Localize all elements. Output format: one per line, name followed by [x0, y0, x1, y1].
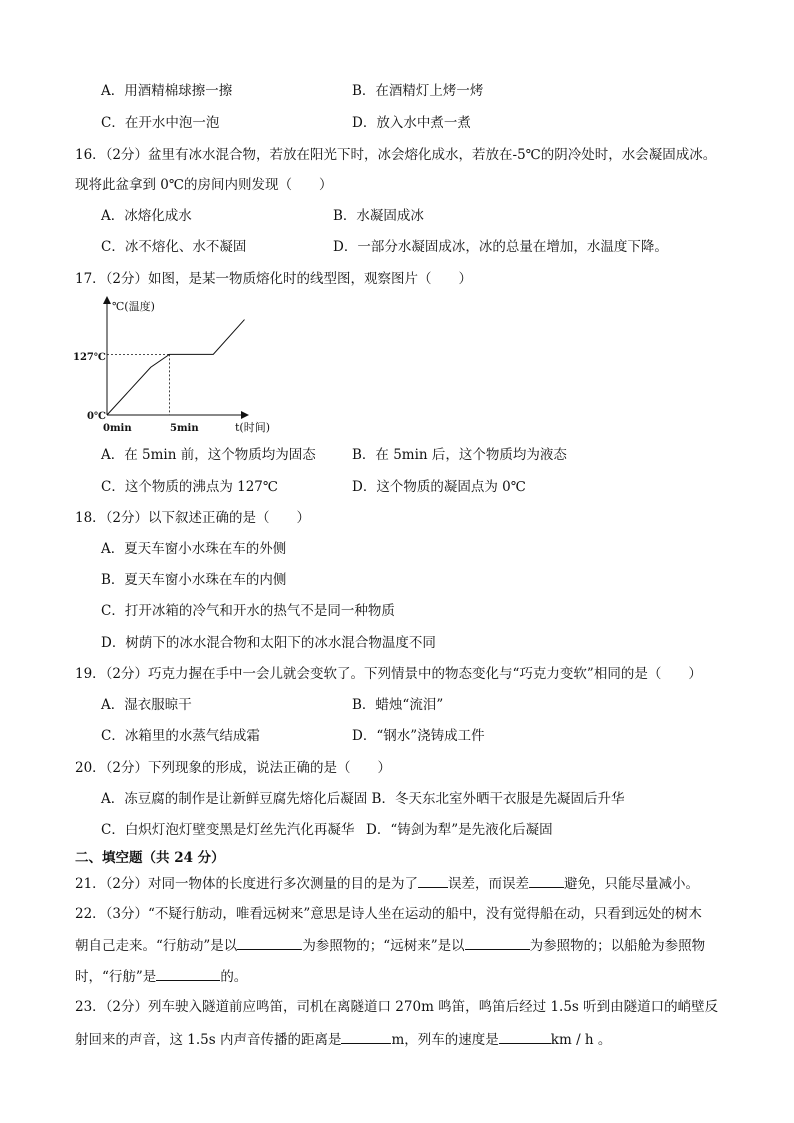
- q18-option-a: A．夏天车窗小水珠在车的外侧: [101, 541, 287, 557]
- q20-option-d: D．“铸剑为犁”是先液化后凝固: [366, 822, 553, 838]
- q17-option-a: A．在 5min 前，这个物质均为固态: [101, 447, 316, 463]
- q21-text-1: 21．（2分）对同一物体的长度进行多次测量的目的是为了: [75, 876, 419, 892]
- q23-text-3: km / h 。: [550, 1032, 612, 1048]
- q18-option-c: C．打开冰箱的冷气和开水的热气不是同一种物质: [101, 603, 395, 619]
- y-tick-0: 0℃: [87, 411, 106, 422]
- q21-blank-1[interactable]: [418, 874, 448, 888]
- x-tick-0: 0min: [103, 423, 132, 434]
- q19-option-a: A．湿衣服晾干: [101, 697, 192, 713]
- q21-text-2: 误差，而误差: [448, 876, 530, 892]
- y-axis-label: ℃(温度): [112, 300, 155, 313]
- q16-stem-line2: 现将此盆拿到 0℃的房间内则发现（ ）: [75, 177, 333, 193]
- q22-text-2: 为参照物的；“远树来”是以: [302, 938, 465, 954]
- q20-option-c: C．白炽灯泡灯壁变黑是灯丝先汽化再凝华: [101, 822, 355, 838]
- q16-option-b: B．水凝固成冰: [333, 208, 424, 224]
- q22-blank-3[interactable]: [156, 967, 220, 981]
- q19-stem: 19．（2分）巧克力握在手中一会儿就会变软了。下列情景中的物态变化与“巧克力变软”相同的是（ ）: [75, 666, 702, 682]
- q15-option-c: C．在开水中泡一泡: [101, 115, 220, 131]
- q23-text-1: 射回来的声音，这 1.5s 内声音传播的距离是: [75, 1032, 342, 1048]
- q20-stem: 20．（2分）下列现象的形成，说法正确的是（ ）: [75, 760, 392, 776]
- q15-option-b: B．在酒精灯上烤一烤: [352, 83, 484, 99]
- q16-option-a: A．冰熔化成水: [101, 208, 192, 224]
- q19-option-d: D．“钢水”浇铸成工件: [352, 728, 485, 744]
- y-tick-127: 127℃: [73, 352, 106, 363]
- section-heading-fill-in: 二、填空题（共 24 分）: [75, 850, 225, 866]
- q21-blank-2[interactable]: [529, 874, 564, 888]
- q18-option-d: D．树荫下的冰水混合物和太阳下的冰水混合物温度不同: [101, 635, 436, 651]
- q17-option-c: C．这个物质的沸点为 127℃: [101, 479, 278, 495]
- q23-line2: [75, 1030, 611, 1049]
- x-tick-5: 5min: [170, 423, 199, 434]
- q23-blank-2[interactable]: [499, 1030, 551, 1044]
- temperature-curve-0: [107, 320, 245, 415]
- q18-option-b: B．夏天车窗小水珠在车的内侧: [101, 572, 287, 588]
- q21-line: [75, 874, 699, 893]
- q22-line3: [75, 967, 247, 986]
- q23-line1: 23．（2分）列车驶入隧道前应鸣笛，司机在离隧道口 270m 鸣笛，鸣笛后经过 1.5s 听到由隧道口的峭壁反: [75, 999, 719, 1015]
- q16-option-d: D．一部分水凝固成冰，冰的总量在增加，水温度下降。: [333, 239, 668, 255]
- q22-blank-1[interactable]: [237, 936, 302, 950]
- q23-blank-1[interactable]: [341, 1030, 391, 1044]
- q17-option-b: B．在 5min 后，这个物质均为液态: [352, 447, 567, 463]
- q22-text-3: 为参照物的；以船舱为参照物: [529, 938, 706, 954]
- q16-option-c: C．冰不熔化、水不凝固: [101, 239, 247, 255]
- q19-option-c: C．冰箱里的水蒸气结成霜: [101, 728, 260, 744]
- q20-option-ab: A．冻豆腐的制作是让新鲜豆腐先熔化后凝固 B．冬天东北室外晒干衣服是先凝固后升华: [101, 791, 625, 807]
- q15-option-d: D．放入水中煮一煮: [352, 115, 471, 131]
- q21-text-3: 避免，只能尽量减小。: [564, 876, 700, 892]
- q22-line1: 22．（3分）“不疑行舫动，唯看远树来”意思是诗人坐在运动的船中，没有觉得船在动，只看到远处的树木: [75, 906, 702, 922]
- q22-text-1: 朝自己走来。“行舫动”是以: [75, 938, 238, 954]
- x-axis-label: t(时间): [235, 421, 271, 434]
- q22-blank-2[interactable]: [465, 936, 530, 950]
- q16-stem-line1: 16．（2分）盆里有冰水混合物，若放在阳光下时，冰会熔化成水，若放在-5℃的阴冷处时，水会凝固成冰。: [75, 147, 717, 163]
- q18-stem: 18．（2分）以下叙述正确的是（ ）: [75, 510, 311, 526]
- q22-text-4: 时，“行舫”是: [75, 969, 157, 985]
- q17-stem: 17．（2分）如图，是某一物质熔化时的线型图，观察图片（ ）: [75, 271, 473, 287]
- q15-option-a: A．用酒精棉球擦一擦: [101, 83, 233, 99]
- q22-line2: [75, 936, 705, 955]
- q22-text-5: 的。: [220, 969, 248, 985]
- q17-option-d: D．这个物质的凝固点为 0℃: [352, 479, 526, 495]
- melting-curve-chart: [73, 294, 285, 439]
- q19-option-b: B．蜡烛“流泪”: [352, 697, 444, 713]
- q23-text-2: m，列车的速度是: [391, 1032, 499, 1048]
